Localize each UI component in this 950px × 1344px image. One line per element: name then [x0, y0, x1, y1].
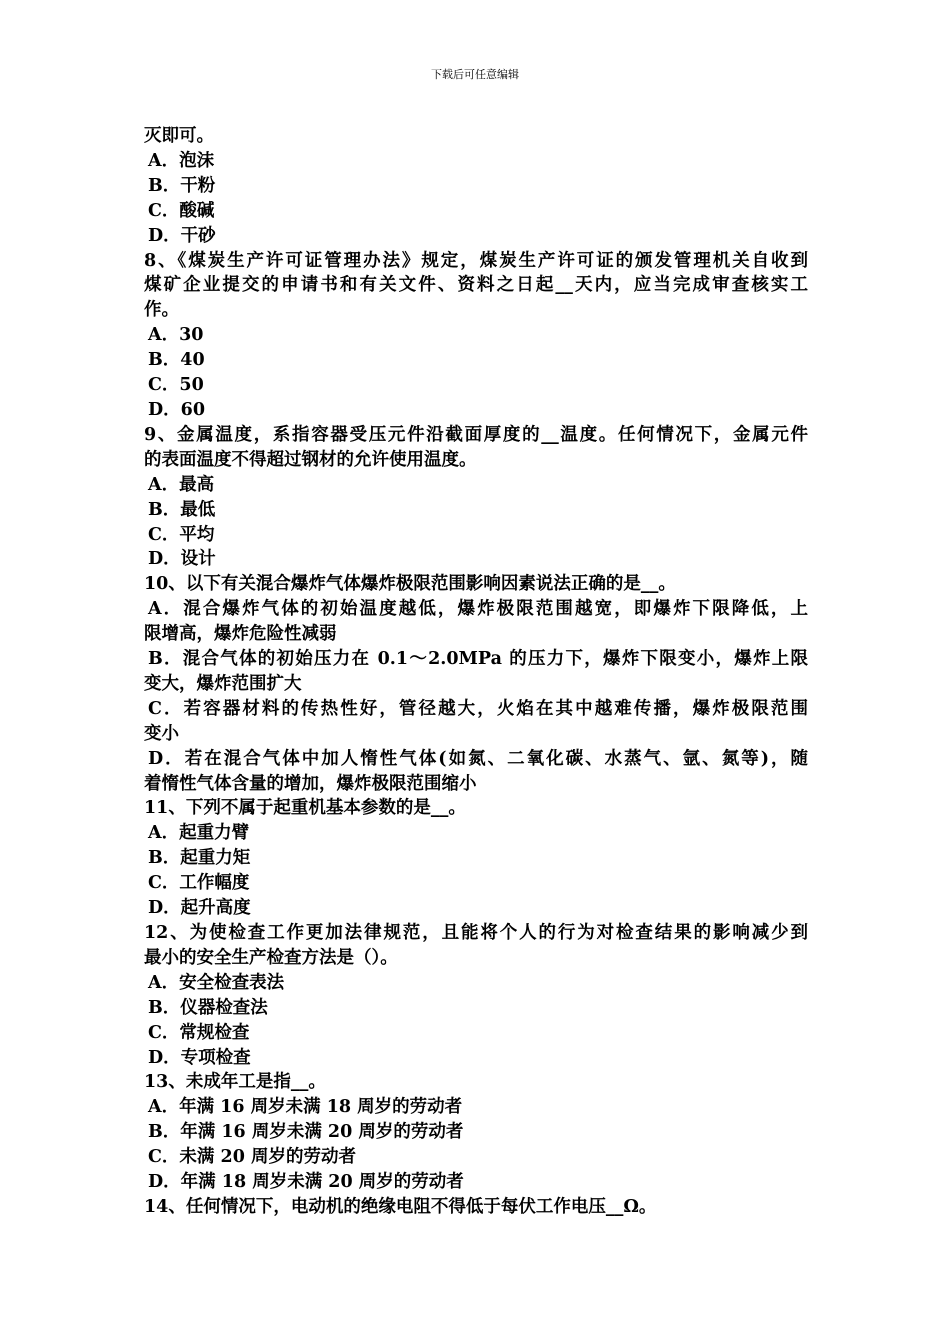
- option-a: A．最高: [148, 474, 215, 495]
- option-d: D．专项检查: [148, 1047, 251, 1068]
- option-d: D．年满 18 周岁未满 20 周岁的劳动者: [148, 1172, 464, 1193]
- option-d: D．干砂: [148, 225, 216, 246]
- option-d: D．起升高度: [148, 898, 251, 919]
- option-d: D．若在混合气体中加人惰性气体(如氮、二氧化碳、水蒸气、氩、氮等)，随: [148, 748, 808, 769]
- option-c: C．酸碱: [148, 200, 215, 221]
- option-b: B．最低: [148, 499, 216, 520]
- question-12: [144, 921, 808, 1070]
- option-b: B．干粉: [148, 175, 216, 196]
- option-c: C．未满 20 周岁的劳动者: [148, 1147, 356, 1168]
- option-a: A．安全检查表法: [148, 972, 285, 993]
- option-c: C．若容器材料的传热性好，管径越大，火焰在其中越难传播，爆炸极限范围: [148, 698, 808, 719]
- question-text: 最小的安全生产检查方法是（）。: [144, 947, 398, 968]
- question-text: 8、《煤炭生产许可证管理办法》规定，煤炭生产许可证的颁发管理机关自收到: [144, 250, 808, 271]
- option-b: B．年满 16 周岁未满 20 周岁的劳动者: [148, 1122, 464, 1143]
- option-a: A．30: [148, 325, 204, 346]
- option-a: A．混合爆炸气体的初始温度越低，爆炸极限范围越宽，即爆炸下限降低，上: [148, 599, 808, 620]
- option-b: B．混合气体的初始压力在 0.1～2.0MPa 的压力下，爆炸下限变小，爆炸上限: [148, 649, 808, 670]
- question-text: 14、任何情况下，电动机的绝缘电阻不得低于每伏工作电压__Ω。: [144, 1196, 657, 1217]
- question-9: [144, 423, 808, 572]
- question-text: 9、金属温度，系指容器受压元件沿截面厚度的__温度。任何情况下，金属元件: [144, 424, 808, 445]
- option-a: A．泡沫: [148, 150, 215, 171]
- option-b: B．起重力矩: [148, 848, 251, 869]
- question-7-tail: [144, 124, 808, 249]
- option-a: A．起重力臂: [148, 823, 250, 844]
- option-d: D．设计: [148, 549, 216, 570]
- option-d-cont: 着惰性气体含量的增加，爆炸极限范围缩小: [144, 773, 477, 794]
- document-body: [144, 124, 808, 1220]
- question-text: 13、未成年工是指__。: [144, 1072, 326, 1093]
- question-10: [144, 572, 808, 796]
- question-14: [144, 1195, 808, 1220]
- option-a-cont: 限增高，爆炸危险性减弱: [144, 624, 337, 645]
- question-11: [144, 796, 808, 921]
- question-8: [144, 249, 808, 423]
- option-c: C．工作幅度: [148, 873, 250, 894]
- question-text: 11、下列不属于起重机基本参数的是__。: [144, 798, 466, 819]
- option-b-cont: 变大，爆炸范围扩大: [144, 673, 302, 694]
- option-b: B．仪器检查法: [148, 997, 268, 1018]
- question-text: 灭即可。: [144, 126, 214, 146]
- option-d: D．60: [148, 399, 206, 420]
- question-text: 作。: [144, 300, 179, 321]
- question-text: 煤矿企业提交的申请书和有关文件、资料之日起__天内，应当完成审查核实工: [144, 275, 808, 296]
- option-c: C．50: [148, 375, 204, 396]
- option-b: B．40: [148, 350, 205, 371]
- page-header: 下载后可任意编辑: [431, 68, 519, 81]
- question-text: 12、为使检查工作更加法律规范，且能将个人的行为对检查结果的影响减少到: [144, 923, 808, 943]
- question-text: 的表面温度不得超过钢材的允许使用温度。: [144, 449, 477, 470]
- question-13: [144, 1070, 808, 1195]
- question-text: 10、以下有关混合爆炸气体爆炸极限范围影响因素说法正确的是__。: [144, 574, 676, 595]
- option-c: C．常规检查: [148, 1022, 250, 1043]
- option-c: C．平均: [148, 524, 215, 545]
- option-a: A．年满 16 周岁未满 18 周岁的劳动者: [148, 1097, 463, 1118]
- option-c-cont: 变小: [144, 723, 179, 744]
